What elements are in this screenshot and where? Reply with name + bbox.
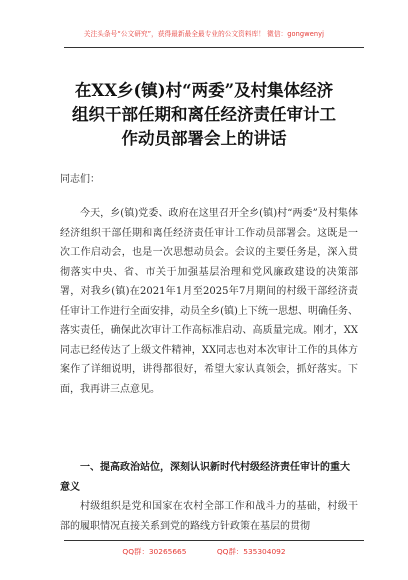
title-line-1: 在XX乡(镇)村“两委”及村集体经济 xyxy=(74,81,334,100)
footer-divider xyxy=(64,540,364,541)
document-title xyxy=(40,79,368,151)
section-heading: 一、提高政治站位，深刻认识新时代村级经济责任审计的重大意义 xyxy=(60,462,350,493)
title-line-3: 作动员部署会上的讲话 xyxy=(121,129,287,148)
title-line-2: 组织干部任期和离任经济责任审计工 xyxy=(72,105,336,124)
body-paragraph: 今天，乡(镇)党委、政府在这里召开全乡(镇)村“两委”及村集体经济组织干部任期和离任经济责任审计工作动员部署会。这既是一次工作启动会，也是一次思想动员会。会议的主要任务是，深入贯彻落实中央、省、市关于加强基层治理和党风廉政建设的决策部署，对我乡(镇)在2021年1月至2025年7月期间的村级干部经济责任审计工作进行全面安排，动员全乡(镇)上下统一思想、明确任务、落实责任，确保此次审计工作高标准启动、高质量完成。刚才，XX同志已经传达了上级文件精神，XX同志也对本次审计工作的具体方案作了详细说明，讲得都很好，希望大家认真领会，抓好落实。下面，我再讲三点意见。 xyxy=(60,208,358,395)
header-divider xyxy=(64,47,364,48)
header-notice: 关注头条号“公文研究”，获得最新最全最专业的公文资料库！ 微信：gongwenyj xyxy=(83,30,325,38)
salutation: 同志们： xyxy=(60,174,100,185)
footer-qq-group-2: QQ群：535304092 xyxy=(216,547,286,556)
footer-qq-group-1: QQ群：30265665 xyxy=(122,547,187,556)
body-paragraph: 村级组织是党和国家在农村全部工作和战斗力的基础，村级干部的履职情况直接关系到党的路线方针政策在基层的贯彻 xyxy=(60,501,358,532)
footer xyxy=(0,546,408,557)
